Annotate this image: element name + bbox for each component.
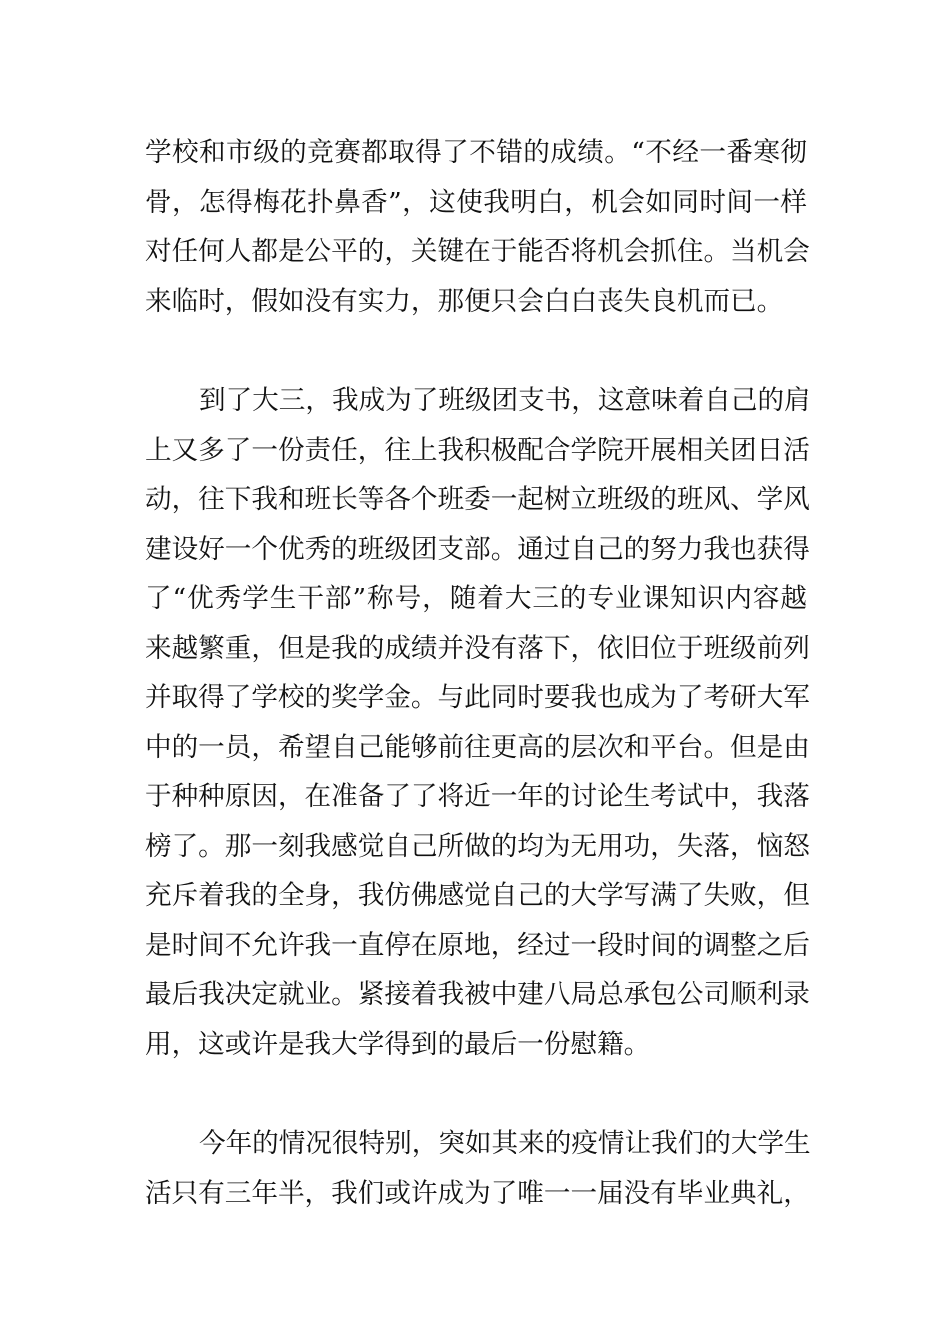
- paragraph-line: 是时间不允许我一直停在原地，经过一段时间的调整之后: [145, 929, 810, 961]
- paragraph-line: 来越繁重，但是我的成绩并没有落下，依旧位于班级前列: [145, 632, 810, 664]
- paragraph-line: 今年的情况很特别，突如其来的疫情让我们的大学生: [199, 1128, 811, 1159]
- paragraph-line: 中的一员，希望自己能够前往更高的层次和平台。但是由: [145, 731, 810, 763]
- paragraph-line: 动，往下我和班长等各个班委一起树立班级的班风、学风: [145, 484, 810, 515]
- paragraph-line: 充斥着我的全身，我仿佛感觉自己的大学写满了失败，但: [145, 880, 810, 911]
- paragraph-line: 并取得了学校的奖学金。与此同时要我也成为了考研大军: [145, 682, 810, 713]
- document-body: [145, 128, 811, 1218]
- paragraph-line: 用，这或许是我大学得到的最后一份慰籍。: [145, 1028, 651, 1060]
- paragraph-2: [145, 376, 811, 1069]
- paragraph-line: 对任何人都是公平的，关键在于能否将机会抓住。当机会: [145, 236, 810, 267]
- paragraph-line: 上又多了一份责任，往上我积极配合学院开展相关团日活: [145, 434, 810, 466]
- paragraph-line: 最后我决定就业。紧接着我被中建八局总承包公司顺利录: [145, 979, 810, 1010]
- paragraph-line: 榜了。那一刻我感觉自己所做的均为无用功，失落，恼怒: [145, 830, 810, 862]
- paragraph-line: 骨，怎得梅花扑鼻香”，这使我明白，机会如同时间一样: [145, 186, 807, 218]
- paragraph-line: 来临时，假如没有实力，那便只会白白丧失良机而已。: [145, 285, 784, 317]
- paragraph-line: 学校和市级的竞赛都取得了不错的成绩。“不经一番寒彻: [145, 137, 807, 168]
- paragraph-1: [145, 128, 810, 326]
- paragraph-line: 活只有三年半，我们或许成为了唯一一届没有毕业典礼，: [145, 1177, 810, 1209]
- paragraph-line: 了“优秀学生干部”称号，随着大三的专业课知识内容越: [145, 583, 807, 614]
- paragraph-line: 于种种原因，在准备了了将近一年的讨论生考试中，我落: [145, 781, 810, 812]
- paragraph-3: [145, 1119, 811, 1218]
- paragraph-line: 建设好一个优秀的班级团支部。通过自己的努力我也获得: [145, 533, 810, 565]
- paragraph-line: 到了大三，我成为了班级团支书，这意味着自己的肩: [199, 385, 811, 416]
